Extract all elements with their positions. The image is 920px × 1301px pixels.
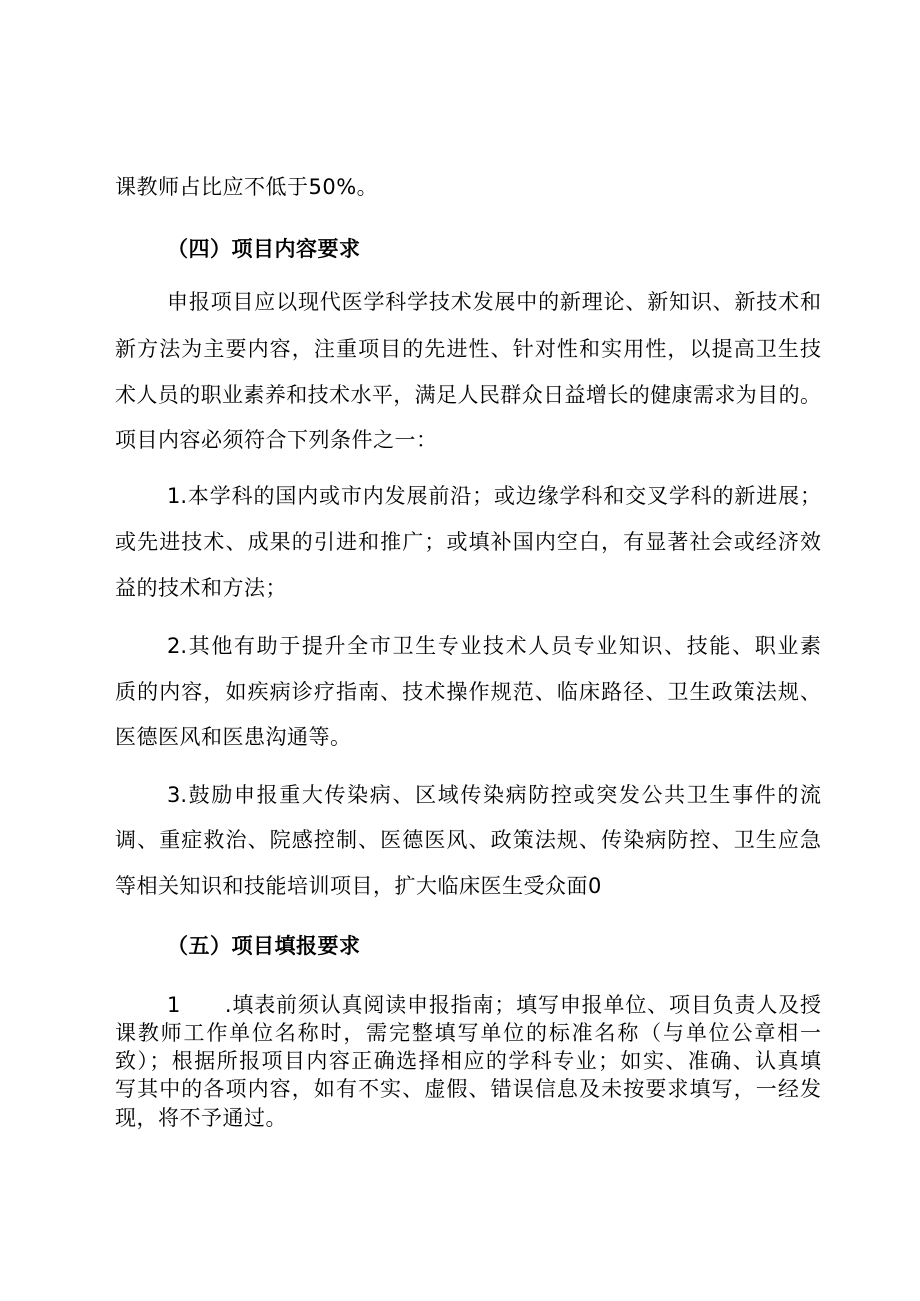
list-item-fill-1-line: 现，将不予通过。 bbox=[115, 1106, 287, 1130]
list-item-2-line: 2.其他有助于提升全市卫生专业技术人员专业知识、技能、职业素 bbox=[167, 634, 821, 658]
list-item-fill-1-line: 1 .填表前须认真阅读申报指南；填写申报单位、项目负责人及授 bbox=[167, 993, 821, 1017]
paragraph-line: 项目内容必须符合下列条件之一： bbox=[115, 428, 438, 452]
list-item-1-line: 或先进技术、成果的引进和推广；或填补国内空白，有显著社会或经济效 bbox=[115, 530, 821, 554]
paragraph-line: 新方法为主要内容，注重项目的先进性、针对性和实用性，以提高卫生技 bbox=[115, 337, 821, 361]
list-item-3-line: 调、重症救治、院感控制、医德医风、政策法规、传染病防控、卫生应急 bbox=[115, 828, 821, 852]
list-item-3-line: 等相关知识和技能培训项目，扩大临床医生受众面0 bbox=[115, 874, 602, 898]
paragraph-line: 术人员的职业素养和技术水平，满足人民群众日益增长的健康需求为目的。 bbox=[115, 383, 821, 407]
section-heading-filling-requirements: （五）项目填报要求 bbox=[167, 934, 361, 958]
list-item-2-line: 医德医风和医患沟通等。 bbox=[115, 725, 352, 749]
list-item-fill-1-line: 写其中的各项内容，如有不实、虚假、错误信息及未按要求填写，一经发 bbox=[115, 1077, 821, 1101]
list-item-fill-1-line: 课教师工作单位名称时，需完整填写单位的标准名称（与单位公章相一 bbox=[115, 1021, 821, 1045]
list-item-1-line: 1.本学科的国内或市内发展前沿；或边缘学科和交叉学科的新进展； bbox=[167, 484, 821, 508]
list-item-3-line: 3.鼓励申报重大传染病、区域传染病防控或突发公共卫生事件的流 bbox=[167, 783, 821, 807]
list-item-fill-1-line: 致）；根据所报项目内容正确选择相应的学科专业；如实、准确、认真填 bbox=[115, 1049, 821, 1073]
paragraph-line: 申报项目应以现代医学科学技术发展中的新理论、新知识、新技术和 bbox=[167, 290, 821, 314]
list-item-2-line: 质的内容，如疾病诊疗指南、技术操作规范、临床路径、卫生政策法规、 bbox=[115, 680, 821, 704]
section-heading-content-requirements: （四）项目内容要求 bbox=[167, 237, 361, 261]
paragraph-line: 课教师占比应不低于50%。 bbox=[115, 175, 379, 199]
list-item-1-line: 益的技术和方法； bbox=[115, 576, 287, 600]
